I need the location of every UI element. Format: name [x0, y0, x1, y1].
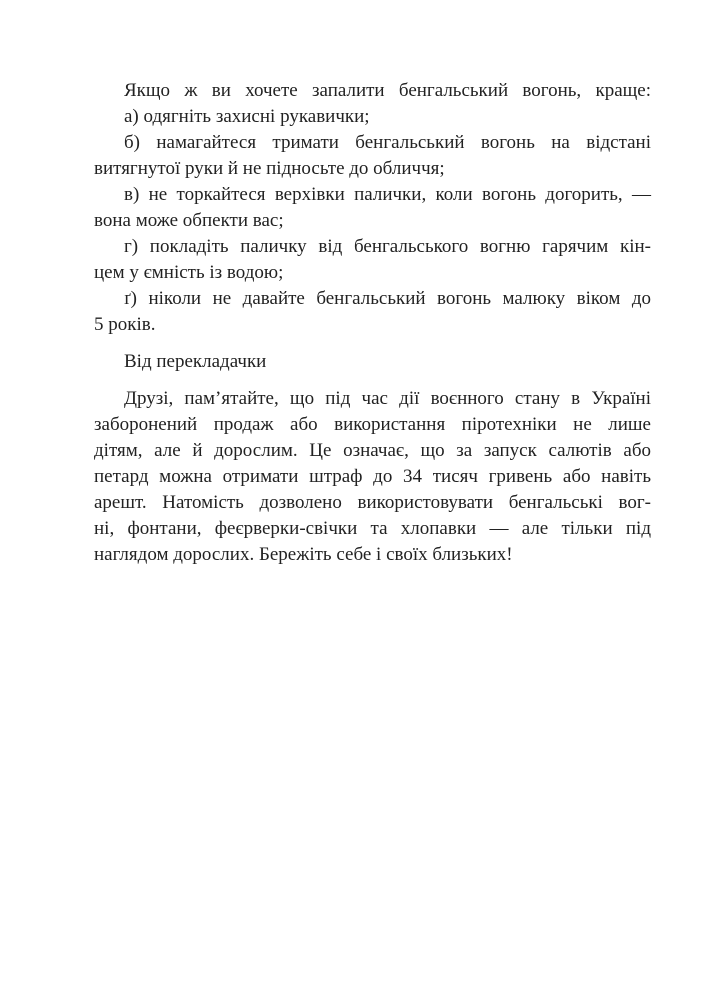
text-line: вона може обпекти вас; — [94, 210, 284, 231]
list-item-a — [94, 104, 651, 130]
text-line: дітям, але й дорослим. Це означає, що за запуск салютів або — [94, 440, 651, 461]
text-line: 5 років. — [94, 314, 156, 335]
heading-line: Від перекладачки — [124, 351, 267, 372]
text-line: арешт. Натомість дозволено використовувати бенгальські вог- — [94, 492, 651, 513]
text-content — [94, 78, 651, 568]
list-item-g — [94, 286, 651, 338]
text-line: петард можна отримати штраф до 34 тисяч гривень або навіть — [94, 466, 651, 487]
text-line: г) покладіть паличку від бенгальського вогню гарячим кін- — [124, 236, 651, 257]
text-line: Якщо ж ви хочете запалити бенгальський вогонь, краще: — [124, 80, 651, 101]
text-line: цем у ємність із водою; — [94, 262, 284, 283]
paragraph-translator-note — [94, 386, 651, 568]
text-line: витягнутої руки й не підносьте до обличчя; — [94, 158, 445, 179]
list-item-v — [94, 182, 651, 234]
text-line: б) намагайтеся тримати бенгальський вогонь на відстані — [124, 132, 651, 153]
text-line: а) одягніть захисні рукавички; — [124, 106, 370, 127]
text-line: в) не торкайтеся верхівки палички, коли вогонь догорить, — — [124, 184, 651, 205]
text-line: ґ) ніколи не давайте бенгальський вогонь малюку віком до — [124, 288, 651, 309]
section-heading-translator-note — [94, 349, 651, 375]
text-line: ні, фонтани, феєрверки-свічки та хлопавки — але тільки під — [94, 518, 651, 539]
list-item-h — [94, 234, 651, 286]
paragraph-intro — [94, 78, 651, 104]
text-line: наглядом дорослих. Бережіть себе і своїх близьких! — [94, 544, 513, 565]
text-line: заборонений продаж або використання піротехніки не лише — [94, 414, 651, 435]
text-line: Друзі, пам’ятайте, що під час дії воєнного стану в Україні — [124, 388, 651, 409]
list-item-b — [94, 130, 651, 182]
